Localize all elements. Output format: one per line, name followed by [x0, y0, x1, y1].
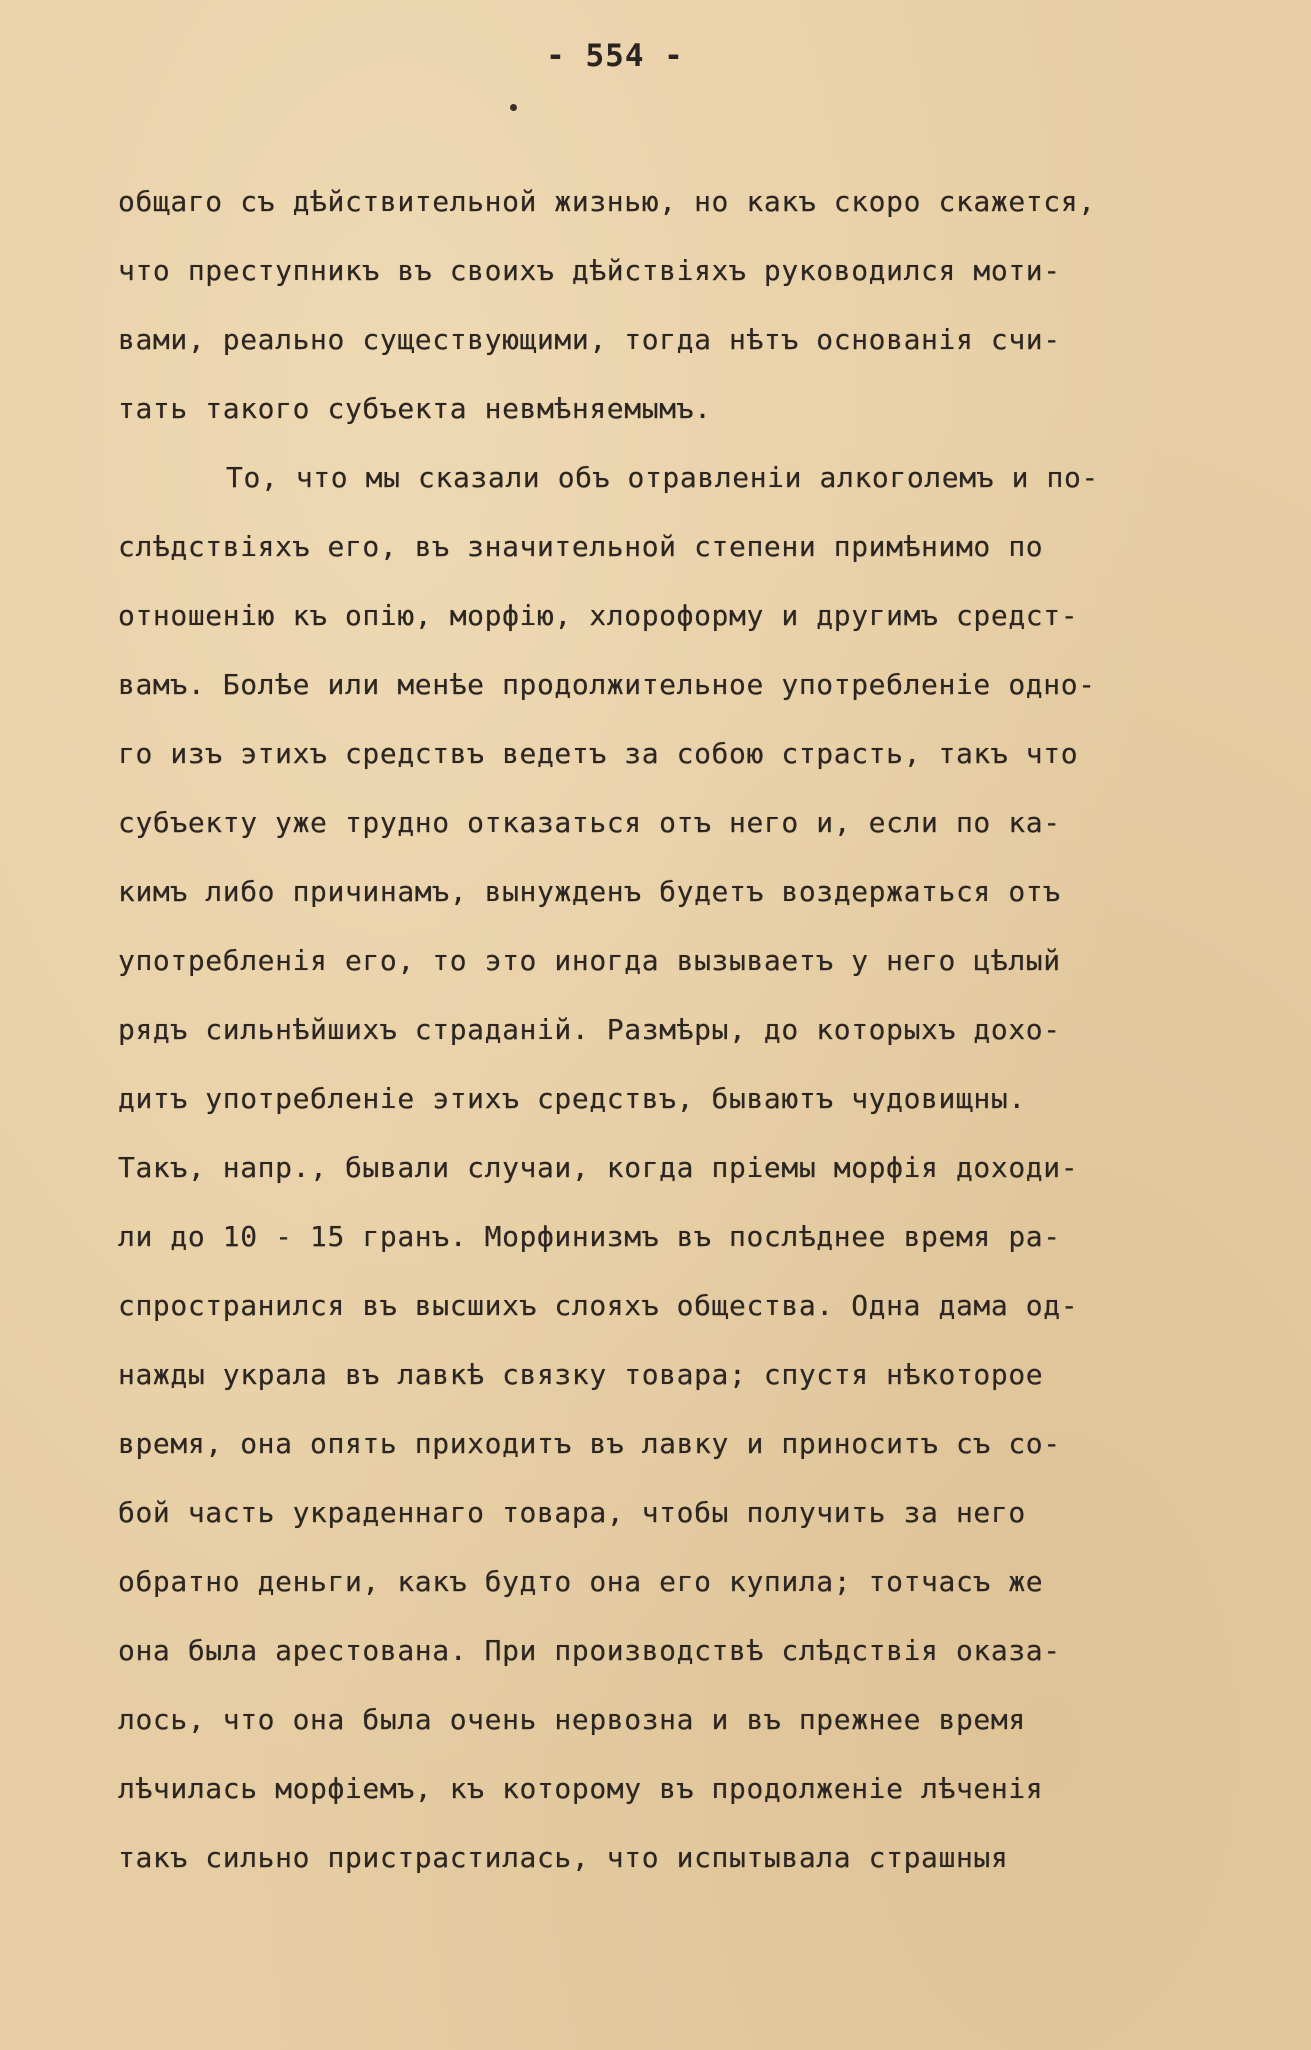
- text-line: Такъ, напр., бывали случаи, когда пріемы морфія доходи-: [118, 1151, 1079, 1184]
- text-line: То, что мы сказали объ отравленіи алкоголемъ и по-: [226, 461, 1099, 494]
- text-line: употребленія его, то это иногда вызываетъ у него цѣлый: [118, 944, 1061, 977]
- text-line: нажды украла въ лавкѣ связку товара; спустя нѣкоторое: [118, 1358, 1044, 1391]
- text-line: тать такого субъекта невмѣняемымъ.: [118, 392, 712, 425]
- text-line: отношенію къ опію, морфію, хлороформу и другимъ средст-: [118, 599, 1079, 632]
- text-line: вамъ. Болѣе или менѣе продолжительное употребленіе одно-: [118, 668, 1096, 701]
- page-number: - 554 -: [546, 38, 684, 74]
- text-line: го изъ этихъ средствъ ведетъ за собою страсть, такъ что: [118, 737, 1079, 770]
- text-line: ли до 10 - 15 гранъ. Морфинизмъ въ послѣднее время ра-: [118, 1220, 1061, 1253]
- text-line: субъекту уже трудно отказаться отъ него и, если по ка-: [118, 806, 1061, 839]
- text-line: общаго съ дѣйствительной жизнью, но какъ скоро скажется,: [118, 185, 1096, 218]
- text-line: лось, что она была очень нервозна и въ прежнее время: [118, 1703, 1026, 1736]
- text-line: такъ сильно пристрастилась, что испытывала страшныя: [118, 1841, 1009, 1874]
- text-line: спространился въ высшихъ слояхъ общества. Одна дама од-: [118, 1289, 1079, 1322]
- text-line: рядъ сильнѣйшихъ страданій. Размѣры, до которыхъ дохо-: [118, 1013, 1061, 1046]
- text-line: обратно деньги, какъ будто она его купила; тотчасъ же: [118, 1565, 1044, 1598]
- text-line: она была арестована. При производствѣ слѣдствія оказа-: [118, 1634, 1061, 1667]
- text-line: слѣдствіяхъ его, въ значительной степени примѣнимо по: [118, 530, 1044, 563]
- text-line: кимъ либо причинамъ, вынужденъ будетъ воздержаться отъ: [118, 875, 1061, 908]
- text-line: время, она опять приходитъ въ лавку и приноситъ съ со-: [118, 1427, 1061, 1460]
- text-line: что преступникъ въ своихъ дѣйствіяхъ руководился моти-: [118, 254, 1061, 287]
- text-line: вами, реально существующими, тогда нѣтъ основанія счи-: [118, 323, 1061, 356]
- text-line: лѣчилась морфіемъ, къ которому въ продолженіе лѣченія: [118, 1772, 1044, 1805]
- text-line: бой часть украденнаго товара, чтобы получить за него: [118, 1496, 1026, 1529]
- text-line: дитъ употребленіе этихъ средствъ, бываютъ чудовищны.: [118, 1082, 1026, 1115]
